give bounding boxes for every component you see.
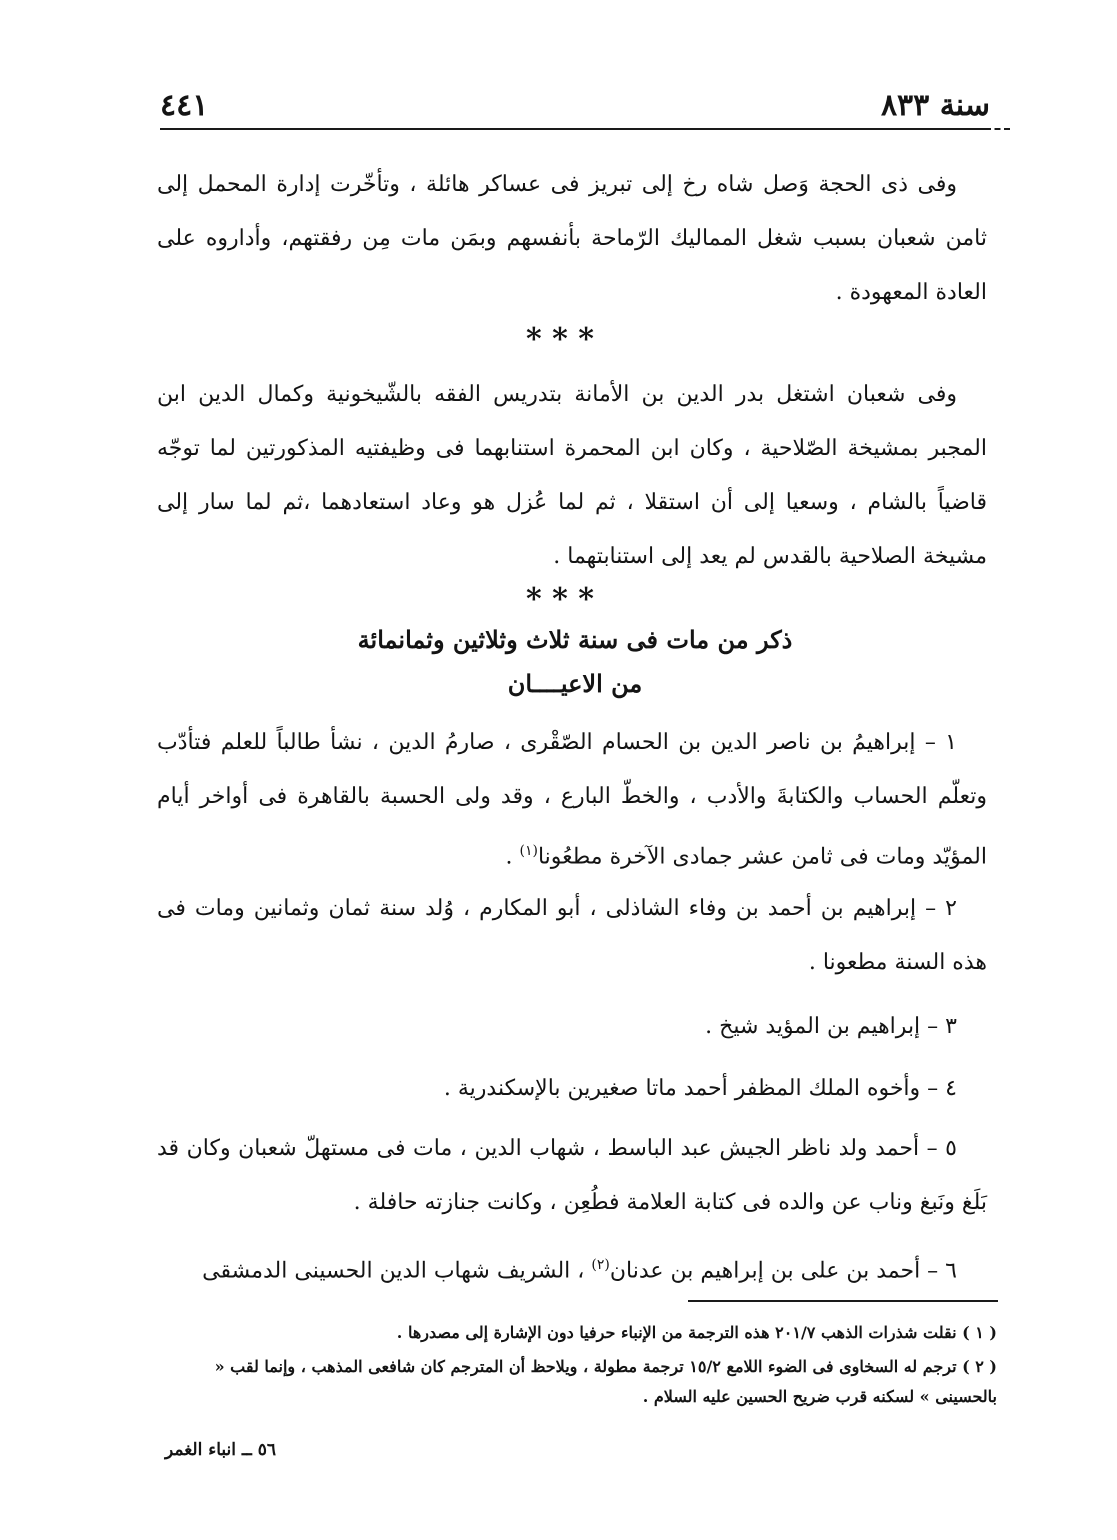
entry-2-text: ٢ – إبراهيم بن أحمد بن وفاء الشاذلى ، أبو المكارم ، وُلد سنة ثمان وثمانين ومات فى هذه السنة مطعونا . <box>157 896 987 975</box>
entry-6-tail: ، الشريف شهاب الدين الحسينى الدمشقى <box>202 1258 592 1284</box>
footnote-1: ( ١ ) نقلت شذرات الذهب ٢٠١/٧ هذه الترجمة من الإنباء حرفيا دون الإشارة إلى مصدرها . <box>396 1323 997 1342</box>
entry-4-text: ٤ – وأخوه الملك المظفر أحمد ماتا صغيرين بالإسكندرية . <box>443 1076 957 1101</box>
section-heading <box>160 618 990 706</box>
entry-3-text: ٣ – إبراهيم بن المؤيد شيخ . <box>705 1014 957 1039</box>
footnote-ref-2[interactable]: (٢) <box>591 1257 610 1273</box>
page-header <box>160 88 990 128</box>
header-rule-dash <box>985 128 1010 130</box>
paragraph-1 <box>157 158 987 320</box>
section-heading-line-1: ذكر من مات فى سنة ثلاث وثلاثين وثمانمائة <box>357 625 793 654</box>
footnote-2: ( ٢ ) ترجم له السخاوى فى الضوء اللامع ١٥/٢ ترجمة مطولة ، ويلاحظ أن المترجم كان شافعى المذهب ، وإنما لقب « بالحسينى » لسكنه قرب ضريح الحسين عليه السلام . <box>214 1357 997 1406</box>
header-rule <box>160 128 990 130</box>
section-separator-1: * * * <box>526 322 594 357</box>
entry-6-text: ٦ – أحمد بن على بن إبراهيم بن عدنان <box>609 1258 957 1284</box>
paragraph-2-text: وفى شعبان اشتغل بدر الدين بن الأمانة بتدريس الفقه بالشّيخونية وكمال الدين ابن المجبر بمشيخة الصّلاحية ، وكان ابن المحمرة استنابهما فى وظيفتيه المذكورتين لما توجّه قاضياً بالشام ، وسعيا إلى أن استقلا ، ثم لما عُزل هو وعاد استعادهما ،ثم لما سار إلى مشيخة الصلاحية بالقدس لم يعد إلى استنابتهما . <box>157 382 987 569</box>
entry-3 <box>157 1000 987 1054</box>
footnotes <box>157 1318 997 1416</box>
entry-2 <box>157 882 987 990</box>
paragraph-1-text: وفى ذى الحجة وَصل شاه رخ إلى تبريز فى عساكر هائلة ، وتأخّرت إدارة المحمل إلى ثامن شعبان بسبب شغل المماليك الرّماحة بأنفسهم وبمَن مات مِن رفقتهم، وأداروه على العادة المعهودة . <box>157 172 987 305</box>
footnote-separator <box>688 1300 998 1302</box>
year-label: سنة ٨٣٣ <box>880 88 990 123</box>
entry-5 <box>157 1122 987 1230</box>
section-separator-2: * * * <box>526 582 594 617</box>
footnote-ref-1[interactable]: (١) <box>519 843 538 859</box>
section-heading-line-2: من الاعيــــان <box>507 669 643 698</box>
entry-5-text: ٥ – أحمد ولد ناظر الجيش عبد الباسط ، شهاب الدين ، مات فى مستهلّ شعبان وكان قد بَلَغ ونَبغ وناب عن والده فى كتابة العلامة فطُعِن ، وكانت جنازته حافلة . <box>157 1136 987 1215</box>
page-number: ٤٤١ <box>160 88 209 123</box>
paragraph-2 <box>157 368 987 584</box>
entry-6 <box>157 1238 987 1298</box>
entry-1-tail: . <box>505 844 520 870</box>
entry-4 <box>157 1062 987 1116</box>
signature-mark: ٥٦ ــ انباء الغمر <box>165 1440 277 1460</box>
entry-1 <box>157 716 987 884</box>
entry-1-text: ١ – إبراهيمُ بن ناصر الدين بن الحسام الصّقْرى ، صارمُ الدين ، نشأ طالباً للعلم فتأدّب وتعلّم الحساب والكتابةَ والأدب ، والخطّ البارع ، وقد ولى الحسبة بالقاهرة فى أواخر أيام المؤيّد ومات فى ثامن عشر جمادى الآخرة مطعُونا <box>157 730 987 870</box>
